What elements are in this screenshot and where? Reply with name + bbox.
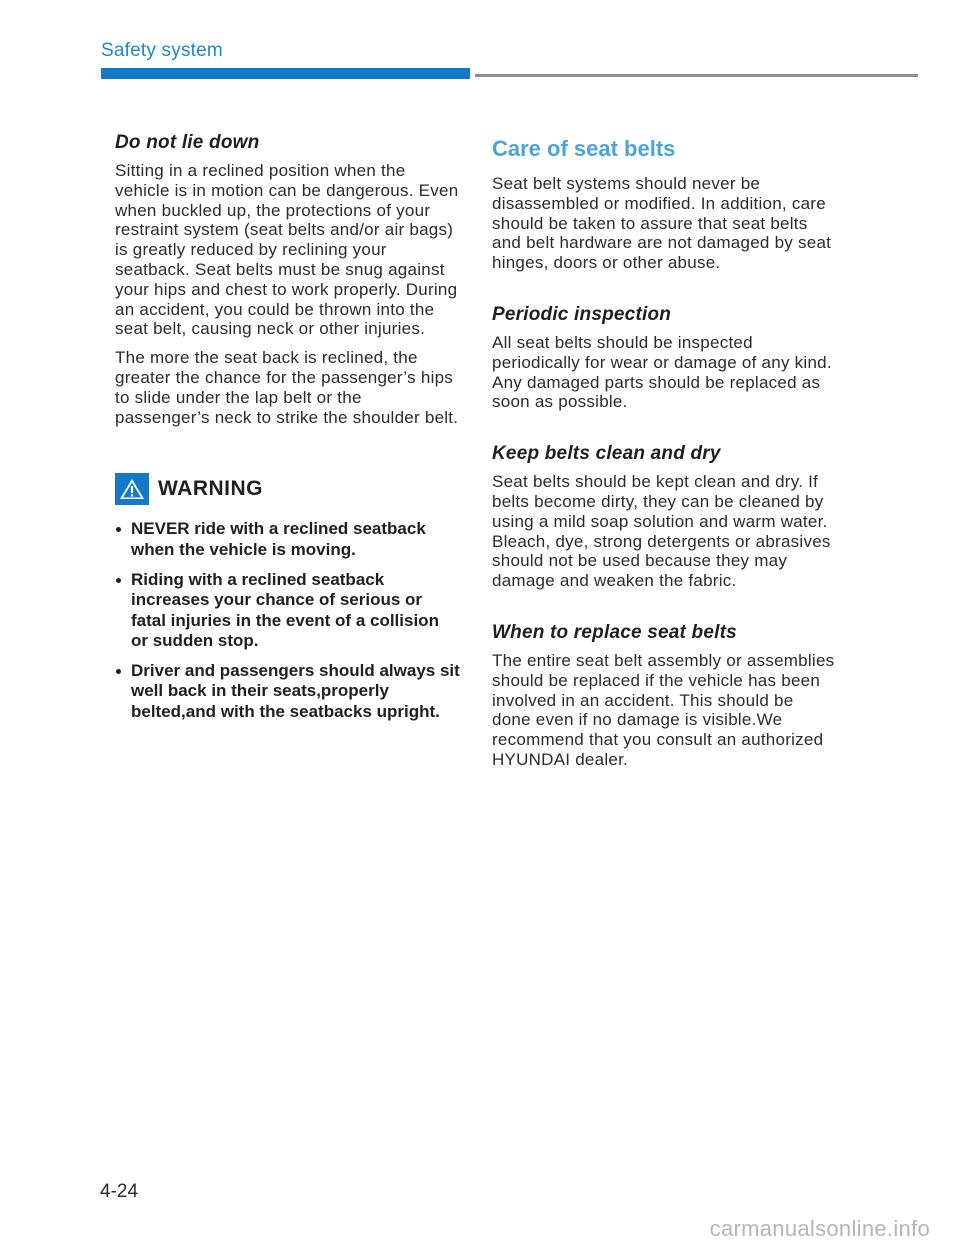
warning-item-text: Riding with a reclined seatback increases your chance of serious or fatal injuries in the event of a collision or sudden stop. (131, 569, 439, 650)
when-to-replace-heading: When to replace seat belts (492, 621, 737, 643)
keep-belts-clean-heading: Keep belts clean and dry (492, 443, 721, 465)
right-column (492, 132, 837, 779)
paragraph: The more the seat back is reclined, the greater the chance for the passenger’s hips to slide under the lap belt or the passenger’s neck to strike the shoulder belt. (115, 348, 459, 427)
section-header-title: Safety system (101, 40, 223, 61)
do-not-lie-down-heading: Do not lie down (115, 132, 260, 153)
warning-header (115, 471, 460, 507)
warning-list (115, 519, 460, 722)
periodic-inspection-heading: Periodic inspection (492, 303, 672, 325)
watermark: carmanualsonline.info (709, 1216, 930, 1241)
page-number: 4-24 (100, 1181, 139, 1202)
periodic-inspection-text: All seat belts should be inspected periodically for wear or damage of any kind. Any damaged parts should be replaced as soon as possible. (492, 332, 832, 412)
bullet-icon (116, 527, 121, 532)
intro-paragraph: Seat belt systems should never be disassembled or modified. In addition, care should be taken to assure that seat belts and belt hardware are not damaged by seat hinges, doors or other abuse. (492, 174, 832, 273)
header-rule-blue (101, 68, 470, 79)
warning-item (115, 570, 460, 651)
warning-item (115, 519, 460, 560)
bullet-icon (116, 669, 121, 674)
left-column (115, 132, 460, 732)
warning-item-text: NEVER ride with a reclined seatback when the vehicle is moving. (131, 519, 426, 559)
paragraph: Sitting in a reclined position when the vehicle is in motion can be dangerous. Even when buckled up, the protections of your restraint system (seat belts and/or air bags) is greatly reduced by reclining your seatback. Seat belts must be snug against your hips and chest to work properly. During an accident, you could be thrown into the seat belt, causing neck or other injuries. (115, 161, 459, 339)
header-rule-gray (475, 74, 918, 77)
warning-triangle-icon (115, 473, 149, 505)
when-to-replace-text: The entire seat belt assembly or assemblies should be replaced if the vehicle has been involved in an accident. This should be done even if no damage is visible.We recommend that you consult an authorized HYUNDAI dealer. (492, 650, 835, 769)
bullet-icon (116, 578, 121, 583)
warning-item (115, 661, 460, 722)
care-of-seat-belts-heading: Care of seat belts (492, 136, 676, 161)
warning-label: WARNING (158, 477, 263, 501)
warning-item-text: Driver and passengers should always sit well back in their seats,properly belted,and with the seatbacks upright. (131, 661, 460, 721)
keep-belts-clean-text: Seat belts should be kept clean and dry. If belts become dirty, they can be cleaned by using a mild soap solution and warm water. Bleach, dye, strong detergents or abrasives should not be used because they may damage and weaken the fabric. (492, 472, 831, 591)
